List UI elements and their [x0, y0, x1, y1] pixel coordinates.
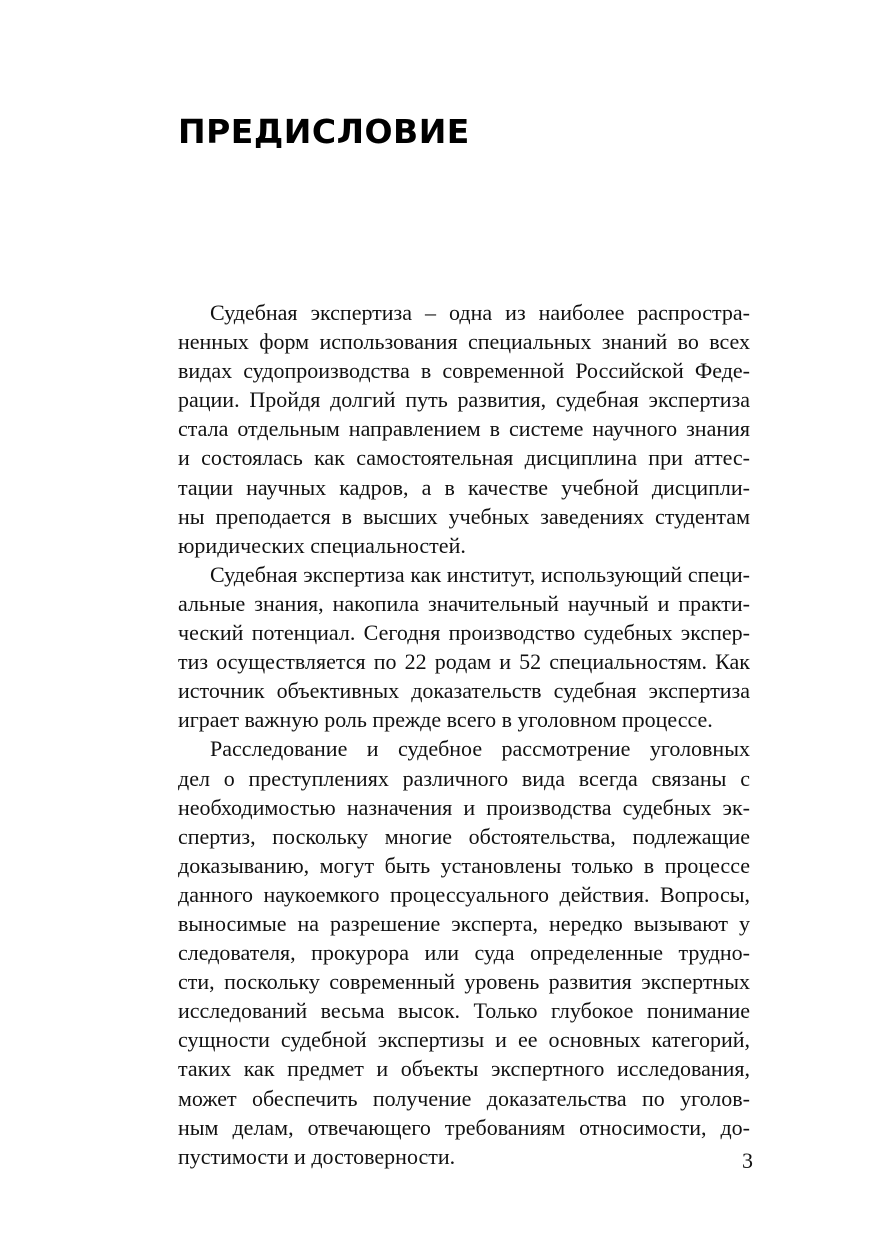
text-line: ным делам, отвечающего требованиям относимости, до- — [178, 1114, 750, 1140]
text-line: выносимые на разрешение эксперта, нередко вызывают у — [178, 910, 750, 936]
text-line: исследований весьма высок. Только глубокое понимание — [178, 998, 750, 1024]
text-line: и состоялась как самостоятельная дисциплина при аттес- — [178, 445, 750, 471]
text-line: необходимостью назначения и производства судебных эк- — [178, 794, 750, 820]
text-line: источник объективных доказательств судебная экспертиза — [178, 678, 750, 704]
text-line: дел о преступлениях различного вида всегда связаны с — [178, 765, 750, 791]
text-line: стала отдельным направлением в системе научного знания — [178, 416, 750, 442]
text-line: ны преподается в высших учебных заведениях студентам — [178, 503, 750, 529]
text-line: данного наукоемкого процессуального действия. Вопросы, — [178, 881, 750, 907]
paragraph — [178, 298, 750, 560]
text-line: Судебная экспертиза – одна из наиболее распростра- — [210, 300, 750, 325]
paragraph — [178, 734, 750, 1170]
text-line: Судебная экспертиза как институт, использующий специ- — [210, 561, 750, 587]
text-line: видах судопроизводства в современной Российской Феде- — [178, 358, 750, 384]
text-line: тиз осуществляется по 22 родам и 52 специальностям. Как — [178, 649, 750, 675]
body-text — [178, 298, 750, 1171]
page-number: 3 — [742, 1148, 753, 1173]
text-line: альные знания, накопила значительный научный и практи- — [178, 590, 750, 616]
text-line: пустимости и достоверности. — [178, 1143, 456, 1169]
text-line: рации. Пройдя долгий путь развития, судебная экспертиза — [178, 387, 750, 413]
text-line: Расследование и судебное рассмотрение уголовных — [210, 736, 750, 762]
text-line: ческий потенциал. Сегодня производство судебных экспер- — [178, 620, 750, 646]
text-line: тации научных кадров, а в качестве учебной дисципли- — [178, 474, 750, 500]
text-line: сти, поскольку современный уровень развития экспертных — [178, 969, 750, 995]
page-title: ПРЕДИСЛОВИЕ — [178, 112, 470, 151]
text-line: сущности судебной экспертизы и ее основных категорий, — [178, 1027, 750, 1053]
text-line: ненных форм использования специальных знаний во всех — [178, 329, 750, 355]
text-line: может обеспечить получение доказательства по уголов- — [178, 1085, 750, 1111]
text-line: таких как предмет и объекты экспертного исследования, — [178, 1056, 750, 1082]
text-line: спертиз, поскольку многие обстоятельства, подлежащие — [178, 823, 750, 849]
paragraph — [178, 560, 750, 735]
text-line: следователя, прокурора или суда определенные трудно- — [178, 940, 750, 966]
text-line: доказыванию, могут быть установлены только в процессе — [178, 852, 750, 878]
text-line: играет важную роль прежде всего в уголовном процессе. — [178, 707, 713, 733]
text-line: юридических специальностей. — [178, 532, 466, 558]
